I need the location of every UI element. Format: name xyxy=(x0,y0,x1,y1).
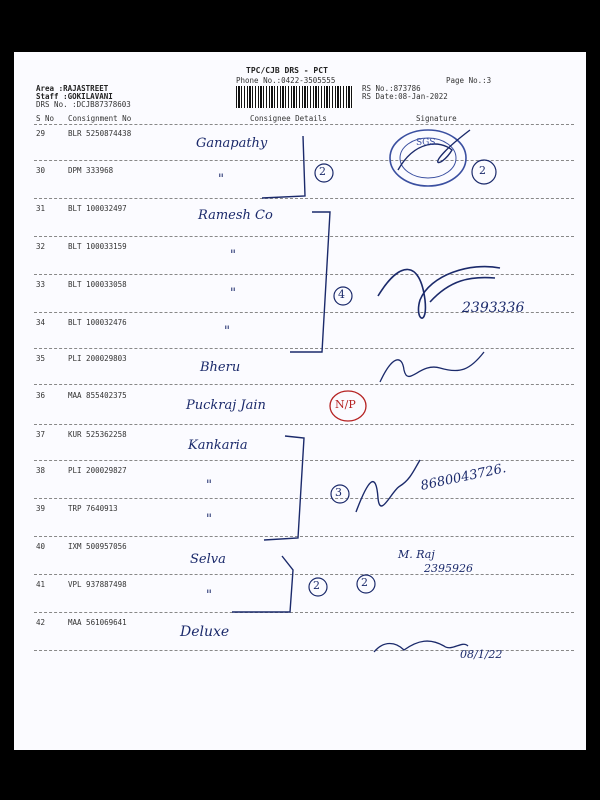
stamp-label: SGS xyxy=(416,138,436,148)
row-consignee: Deluxe xyxy=(180,624,230,640)
row-sno: 29 xyxy=(36,129,46,138)
area-label: Area :RAJASTREET xyxy=(36,84,109,93)
row-consignee: " xyxy=(224,324,230,339)
count-label: 2 xyxy=(313,579,320,592)
col-signature: Signature xyxy=(416,114,457,123)
rs-date: RS Date:08-Jan-2022 xyxy=(362,92,448,101)
row-consignment: PLI 200029803 xyxy=(68,354,127,363)
page-number: Page No.:3 xyxy=(446,76,492,85)
row-consignment: BLT 100033159 xyxy=(68,242,127,251)
row-sno: 35 xyxy=(36,354,46,363)
row-sno: 36 xyxy=(36,391,46,400)
signature-note: 2393336 xyxy=(462,300,525,316)
row-consignment: PLI 200029827 xyxy=(68,466,127,475)
row-consignee: " xyxy=(218,172,224,187)
signature-note: M. Raj xyxy=(398,548,435,561)
row-consignment: IXM 500957056 xyxy=(68,542,127,551)
row-consignment: BLT 100033058 xyxy=(68,280,127,289)
row-consignee: Ganapathy xyxy=(196,136,268,151)
count-label: 2 xyxy=(361,576,368,589)
count-label: 2 xyxy=(479,164,486,177)
row-sno: 38 xyxy=(36,466,46,475)
row-divider xyxy=(34,574,574,575)
row-consignment: MAA 561069641 xyxy=(68,618,127,627)
drs-number: DRS No. :DCJB87378603 xyxy=(36,100,131,109)
row-divider xyxy=(34,384,574,385)
row-consignment: KUR 525362258 xyxy=(68,430,127,439)
header-divider xyxy=(34,124,574,125)
row-divider xyxy=(34,198,574,199)
row-consignee: " xyxy=(206,478,212,493)
row-sno: 33 xyxy=(36,280,46,289)
row-consignment: BLT 100032497 xyxy=(68,204,127,213)
rs-number: RS No.:873786 xyxy=(362,84,421,93)
row-consignment: VPL 937887498 xyxy=(68,580,127,589)
row-divider xyxy=(34,460,574,461)
row-consignment: DPM 333968 xyxy=(68,166,114,175)
count-label: 3 xyxy=(335,486,342,499)
col-consignment: Consignment No xyxy=(68,114,132,123)
staff-label: Staff :GOKILAVANI xyxy=(36,92,113,101)
row-divider xyxy=(34,498,574,499)
col-consignee: Consignee Details xyxy=(250,114,327,123)
row-divider xyxy=(34,160,574,161)
row-divider xyxy=(34,424,574,425)
row-consignee: " xyxy=(230,286,236,301)
signature-note: 2395926 xyxy=(424,562,473,575)
row-divider xyxy=(34,274,574,275)
signature-date: 08/1/22 xyxy=(460,648,503,661)
row-sno: 30 xyxy=(36,166,46,175)
phone-number: Phone No.:0422-3505555 xyxy=(236,76,336,85)
drs-sheet xyxy=(14,52,586,750)
count-label: 4 xyxy=(338,288,345,301)
row-sno: 39 xyxy=(36,504,46,513)
row-consignee: Ramesh Co xyxy=(198,208,273,223)
row-consignee: " xyxy=(206,512,212,527)
signature-note: 8680043726. xyxy=(419,461,508,494)
row-consignee: Puckraj Jain xyxy=(186,398,266,413)
row-sno: 42 xyxy=(36,618,46,627)
row-consignee: " xyxy=(206,588,212,603)
row-sno: 31 xyxy=(36,204,46,213)
barcode xyxy=(236,86,354,108)
row-sno: 37 xyxy=(36,430,46,439)
row-sno: 32 xyxy=(36,242,46,251)
row-consignment: MAA 855402375 xyxy=(68,391,127,400)
row-consignee: Kankaria xyxy=(188,438,248,453)
row-consignment: BLR 5250874438 xyxy=(68,129,132,138)
row-consignee: Bheru xyxy=(200,360,241,375)
col-sno: S No xyxy=(36,114,55,123)
count-label: 2 xyxy=(319,165,326,178)
row-consignment: BLT 100032476 xyxy=(68,318,127,327)
row-consignment: TRP 7640913 xyxy=(68,504,118,513)
row-divider xyxy=(34,536,574,537)
row-divider xyxy=(34,612,574,613)
row-sno: 34 xyxy=(36,318,46,327)
row-consignee: " xyxy=(230,248,236,263)
row-divider xyxy=(34,236,574,237)
row-divider xyxy=(34,348,574,349)
row-consignee: Selva xyxy=(190,552,226,567)
not-present-mark: N/P xyxy=(335,398,356,411)
row-sno: 41 xyxy=(36,580,46,589)
sheet-title: TPC/CJB DRS - PCT xyxy=(246,66,328,75)
row-sno: 40 xyxy=(36,542,46,551)
